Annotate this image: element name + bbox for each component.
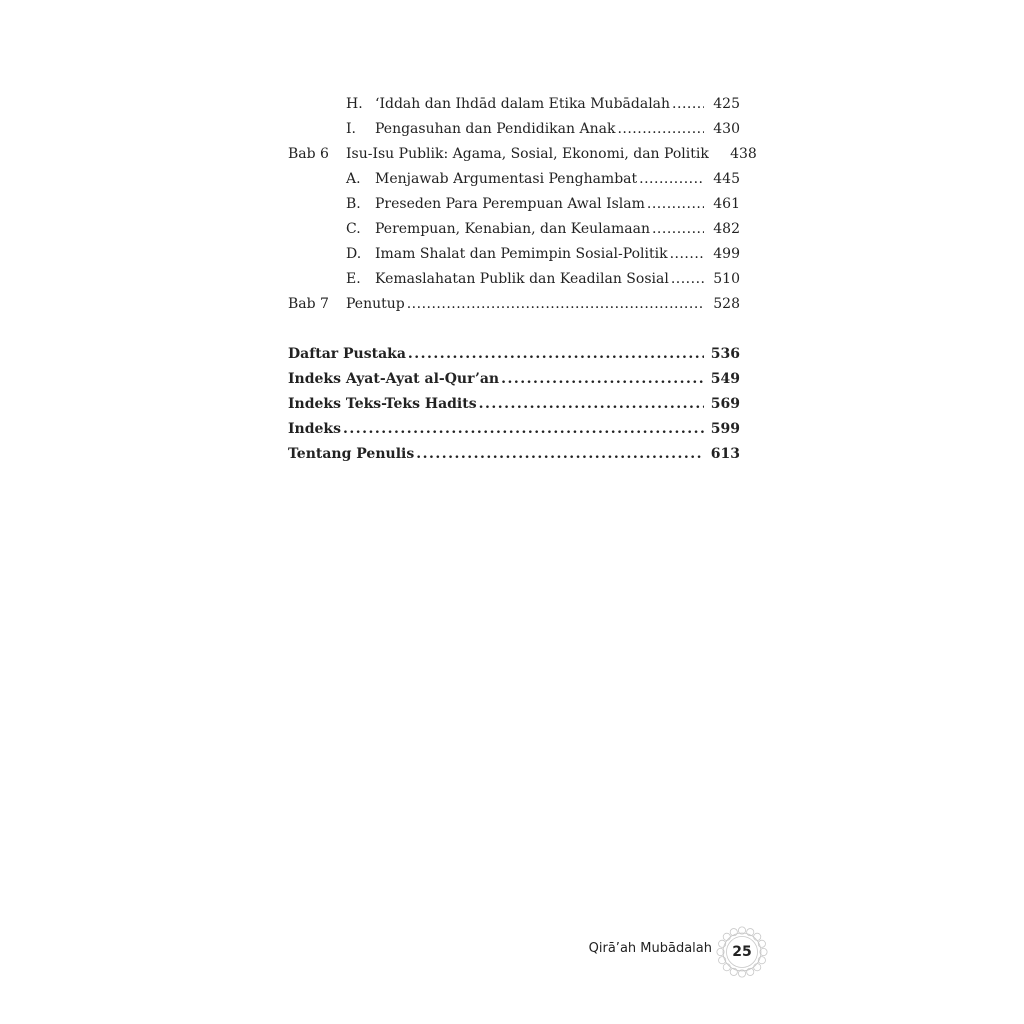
chapter-label: Bab 7 <box>288 296 329 312</box>
toc-page: 549 <box>710 371 740 387</box>
toc-page: 510 <box>713 271 740 287</box>
toc-page: 499 <box>713 246 740 262</box>
toc-title: ‘Iddah dan Ihdād dalam Etika Mubādalah <box>375 96 671 112</box>
toc-entry <box>288 167 740 192</box>
toc-page: 430 <box>713 121 740 137</box>
chapter-label: Bab 6 <box>288 146 329 162</box>
toc-chapter <box>288 142 757 167</box>
toc-page: 536 <box>710 346 740 362</box>
toc-entry <box>288 117 740 142</box>
page-number: 25 <box>732 944 752 960</box>
dot-leader <box>406 342 704 367</box>
toc-title: Imam Shalat dan Pemimpin Sosial-Politik <box>375 246 668 262</box>
toc-letter: E. <box>346 271 361 287</box>
page-number-badge <box>716 926 768 978</box>
toc-back-matter-entry <box>288 442 740 467</box>
section-spacer <box>288 317 740 342</box>
dot-leader <box>341 417 704 442</box>
running-footer-title: Qirā’ah Mubādalah <box>588 941 712 956</box>
toc-page: 613 <box>710 446 740 462</box>
toc-page: 599 <box>710 421 740 437</box>
toc-chapter <box>288 292 740 317</box>
toc-title: Indeks Teks-Teks Hadits <box>288 396 477 412</box>
dot-leader <box>615 117 704 142</box>
toc-letter: I. <box>346 121 356 137</box>
toc-letter: H. <box>346 96 363 112</box>
toc-back-matter-entry <box>288 367 740 392</box>
toc-back-matter-entry <box>288 342 740 367</box>
toc-page: 528 <box>713 296 740 312</box>
toc-entry <box>288 92 740 117</box>
dot-leader <box>650 217 704 242</box>
toc-title: Perempuan, Kenabian, dan Keulamaan <box>375 221 650 237</box>
toc-back-matter-entry <box>288 392 740 417</box>
toc-entry <box>288 242 740 267</box>
toc-title: Pengasuhan dan Pendidikan Anak <box>375 121 616 137</box>
toc-back-matter-entry <box>288 417 740 442</box>
toc-letter: C. <box>346 221 361 237</box>
dot-leader <box>669 267 704 292</box>
dot-leader <box>405 292 704 317</box>
dot-leader <box>668 242 704 267</box>
toc-title: Indeks Ayat-Ayat al-Qur’an <box>288 371 500 387</box>
toc-title: Preseden Para Perempuan Awal Islam <box>375 196 645 212</box>
toc-page: 445 <box>713 171 740 187</box>
toc-title: Daftar Pustaka <box>288 346 406 362</box>
dot-leader <box>637 167 704 192</box>
toc-title: Menjawab Argumentasi Penghambat <box>375 171 638 187</box>
toc-page: 482 <box>713 221 740 237</box>
toc-letter: A. <box>346 171 361 187</box>
toc-letter: D. <box>346 246 362 262</box>
toc-title: Kemaslahatan Publik dan Keadilan Sosial <box>375 271 669 287</box>
table-of-contents <box>288 92 757 467</box>
toc-page: 438 <box>730 146 757 162</box>
toc-title: Indeks <box>288 421 342 437</box>
toc-title: Isu-Isu Publik: Agama, Sosial, Ekonomi, dan Politik <box>346 146 709 162</box>
dot-leader <box>477 392 704 417</box>
toc-entry <box>288 192 740 217</box>
toc-letter: B. <box>346 196 361 212</box>
toc-title: Tentang Penulis <box>288 446 415 462</box>
dot-leader <box>645 192 704 217</box>
toc-entry <box>288 217 740 242</box>
toc-page: 461 <box>713 196 740 212</box>
dot-leader <box>499 367 704 392</box>
dot-leader <box>670 92 704 117</box>
toc-entry <box>288 267 740 292</box>
dot-leader <box>414 442 704 467</box>
toc-page: 425 <box>713 96 740 112</box>
toc-page: 569 <box>710 396 740 412</box>
toc-title: Penutup <box>346 296 405 312</box>
